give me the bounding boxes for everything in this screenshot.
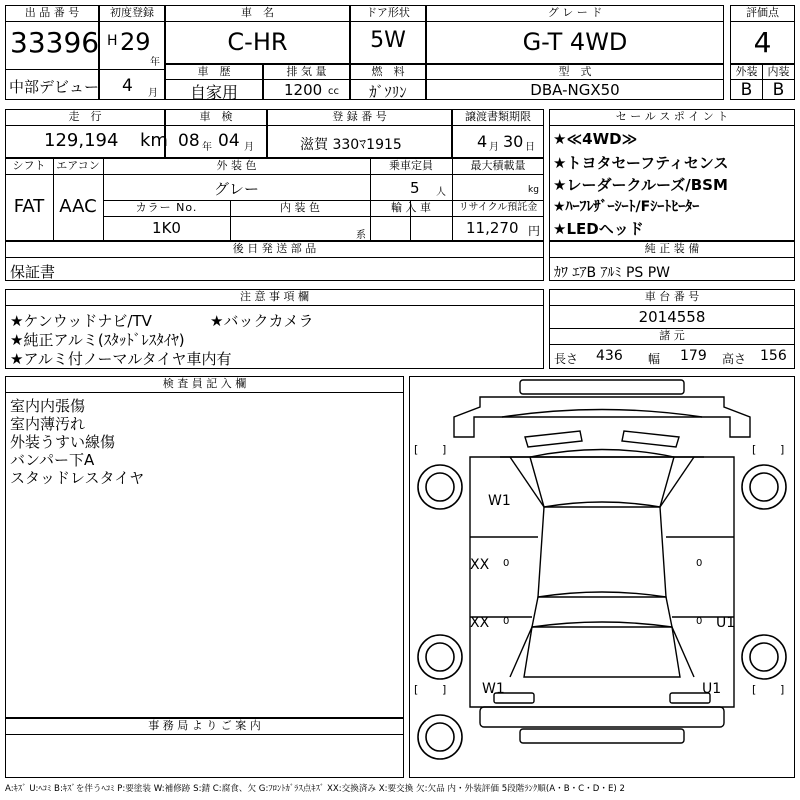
office-cell <box>5 718 404 778</box>
inspection-month: 04 <box>218 131 240 151</box>
displacement: 1200 <box>284 81 323 99</box>
height-label: 高さ <box>722 352 747 366</box>
sales-point-4: ★ﾊｰﾌﾚｻﾞｰｼｰﾄ/Fｼｰﾄﾋｰﾀｰ <box>553 199 700 215</box>
notes-label: 注 意 事 項 欄 <box>6 290 543 306</box>
note-line-1b: ★バックカメラ <box>210 312 314 330</box>
mark-left-front-door: XX <box>470 557 490 573</box>
interior-grade-cell <box>762 64 795 100</box>
model: DBA-NGX50 <box>530 81 620 99</box>
svg-text:]: ] <box>442 443 447 456</box>
sales-point-1: ★≪4WD≫ <box>553 130 638 148</box>
max-load-unit: kg <box>528 185 539 195</box>
recycle-deposit: 11,270 <box>466 219 519 237</box>
note-line-2: ★純正アルミ(ｽﾀｯﾄﾞﾚｽﾀｲﾔ) <box>10 331 185 349</box>
ac-label: エアコン <box>56 159 100 172</box>
capacity-label: 乗車定員 <box>389 159 433 172</box>
history-label: 車 歴 <box>166 65 262 80</box>
svg-text:]: ] <box>780 683 785 696</box>
recycle-label: リサイクル預託金 <box>458 202 538 213</box>
mark-right-rear-door: U1 <box>716 615 736 631</box>
recycle-unit: 円 <box>528 224 541 238</box>
note-line-1a: ★ケンウッドナビ/TV <box>10 312 152 330</box>
svg-text:0: 0 <box>503 558 510 569</box>
svg-text:]: ] <box>442 683 447 696</box>
chassis-label: 車 台 番 号 <box>550 290 794 306</box>
inspector-line-3: 外装うすい線傷 <box>10 433 116 451</box>
lot-number-cell <box>5 5 99 100</box>
notes-cell <box>5 289 544 369</box>
inspection-label: 車 検 <box>166 110 266 126</box>
later-parts-cell <box>5 241 544 281</box>
svg-text:]: ] <box>780 443 785 456</box>
year-unit: 年 <box>150 57 160 68</box>
displacement-label: 排 気 量 <box>264 65 349 80</box>
sales-point-5: ★LEDヘッド <box>553 220 644 238</box>
car-name: C-HR <box>227 28 288 56</box>
interior-color-label: 内 装 色 <box>280 201 320 214</box>
first-registration-cell <box>99 5 165 100</box>
svg-text:0: 0 <box>696 616 703 627</box>
reg-month: 4 <box>122 76 133 96</box>
displacement-unit: cc <box>328 86 339 97</box>
inspection-cell <box>165 109 267 158</box>
width-label: 幅 <box>648 352 661 366</box>
svg-text:[: [ <box>752 683 757 696</box>
inspection-year: 08 <box>178 131 200 151</box>
mark-front-left: W1 <box>488 493 511 509</box>
registration-number-cell <box>267 109 452 158</box>
mark-rear-left: W1 <box>482 681 505 697</box>
sales-points-label: セ ー ル ス ポ イ ン ト <box>550 110 794 126</box>
score-label: 評価点 <box>731 6 794 22</box>
inspector-line-1: 室内内張傷 <box>10 397 86 415</box>
color-number-label: カラー No. <box>135 201 198 214</box>
sales-point-3: ★レーダークルーズ/BSM <box>553 176 728 194</box>
equipment: ｶﾜ ｴｱB ｱﾙﾐ PS PW <box>554 265 671 281</box>
grade-cell <box>426 5 724 64</box>
era: H <box>107 33 118 49</box>
fuel-label: 燃 料 <box>351 65 425 80</box>
grade-label: グ レ ー ド <box>427 6 723 22</box>
debut-label: 中部デビュー <box>9 78 100 96</box>
car-outline-diagram <box>410 377 794 777</box>
inspector-line-5: スタッドレスタイヤ <box>10 469 145 487</box>
interior-color-unit: 系 <box>356 230 366 241</box>
inspector-cell <box>5 376 404 718</box>
note-line-3: ★アルミ付ノーマルタイヤ車内有 <box>10 350 232 368</box>
sales-point-2: ★トヨタセーフティセンス <box>553 154 729 172</box>
transfer-day-unit: 日 <box>525 142 535 153</box>
inspector-line-2: 室内薄汚れ <box>10 415 86 433</box>
exterior-color: グレー <box>213 180 259 198</box>
door-type: 5W <box>370 28 406 53</box>
equipment-label: 純 正 装 備 <box>550 242 794 258</box>
equipment-cell <box>549 241 795 281</box>
transfer-month: 4 <box>477 132 488 151</box>
length: 436 <box>596 348 623 364</box>
interior-label: 内装 <box>763 65 794 80</box>
transfer-day: 30 <box>503 132 524 151</box>
damage-diagram <box>409 376 795 778</box>
ac: AAC <box>59 196 97 217</box>
door-type-label: ドア形状 <box>351 6 425 22</box>
displacement-cell <box>263 64 350 100</box>
exterior-grade: B <box>740 80 753 100</box>
lot-number: 33396 <box>10 26 100 59</box>
mileage: 129,194 <box>44 130 119 151</box>
shift: FAT <box>13 196 45 217</box>
shift-label: シフト <box>12 159 46 172</box>
model-cell <box>426 64 724 100</box>
exterior-grade-cell <box>730 64 763 100</box>
later-parts: 保証書 <box>10 263 56 281</box>
svg-text:0: 0 <box>503 616 510 627</box>
fuel: ｶﾞｿﾘﾝ <box>369 83 407 101</box>
reg-year: 29 <box>120 28 151 56</box>
registration-number: 滋賀 330ﾏ1915 <box>300 137 402 153</box>
transfer-month-unit: 月 <box>489 142 499 153</box>
sales-points-cell <box>549 109 795 241</box>
history: 自家用 <box>189 83 238 102</box>
legend: A:ｷｽﾞ U:ﾍｺﾐ B:ｷｽﾞを伴うﾍｺﾐ P:要塗装 W:補修跡 S:錆 C:腐食、欠 G:ﾌﾛﾝﾄｶﾞﾗｽ点ｷｽﾞ XX:交換済み X:要交換 欠:欠品 内・外装評価 5段階ﾗﾝｸ順(A・B・C・D・E) 2 <box>5 784 625 794</box>
color-number: 1K0 <box>152 219 181 237</box>
mileage-cell <box>5 109 168 158</box>
lot-number-label: 出 品 番 号 <box>6 6 98 22</box>
chassis-number: 2014558 <box>638 308 706 326</box>
mark-rear-right: U1 <box>702 681 722 697</box>
height: 156 <box>760 348 787 364</box>
score-cell <box>730 5 795 64</box>
capacity: 5 <box>410 179 420 197</box>
history-cell <box>165 64 263 100</box>
svg-text:[: [ <box>414 683 419 696</box>
model-label: 型 式 <box>427 65 723 80</box>
capacity-unit: 人 <box>436 187 446 198</box>
svg-text:0: 0 <box>696 558 703 569</box>
later-parts-label: 後 日 発 送 部 品 <box>6 242 543 258</box>
svg-text:[: [ <box>414 443 419 456</box>
exterior-color-label: 外 装 色 <box>216 159 257 172</box>
transfer-deadline-label: 譲渡書類期限 <box>453 110 543 126</box>
svg-text:[: [ <box>752 443 757 456</box>
interior-grade: B <box>772 80 785 100</box>
dimensions-label: 諸 元 <box>659 329 685 342</box>
exterior-label: 外装 <box>731 65 762 80</box>
import-label: 輸 入 車 <box>391 201 431 214</box>
grade: G-T 4WD <box>522 28 628 56</box>
fuel-cell <box>350 64 426 100</box>
mileage-unit: km <box>140 130 168 151</box>
mark-left-rear-door: XX <box>470 615 490 631</box>
transfer-deadline-cell <box>452 109 544 158</box>
score: 4 <box>753 26 772 59</box>
month-unit: 月 <box>148 88 158 99</box>
mileage-label: 走 行 <box>6 110 164 126</box>
inspection-month-unit: 月 <box>244 142 254 153</box>
inspector-line-4: バンパー下A <box>10 451 95 469</box>
office-label: 事 務 局 よ り ご 案 内 <box>6 719 403 735</box>
max-load-label: 最大積載量 <box>470 159 526 172</box>
car-name-cell <box>165 5 350 64</box>
registration-number-label: 登 録 番 号 <box>268 110 451 126</box>
inspection-year-unit: 年 <box>202 142 212 153</box>
width: 179 <box>680 348 707 364</box>
chassis-cell <box>549 289 795 369</box>
inspector-label: 検 査 員 記 入 欄 <box>6 377 403 393</box>
door-type-cell <box>350 5 426 64</box>
first-registration-label: 初度登録 <box>100 6 164 22</box>
length-label: 長さ <box>554 352 579 366</box>
car-name-label: 車 名 <box>166 6 349 22</box>
